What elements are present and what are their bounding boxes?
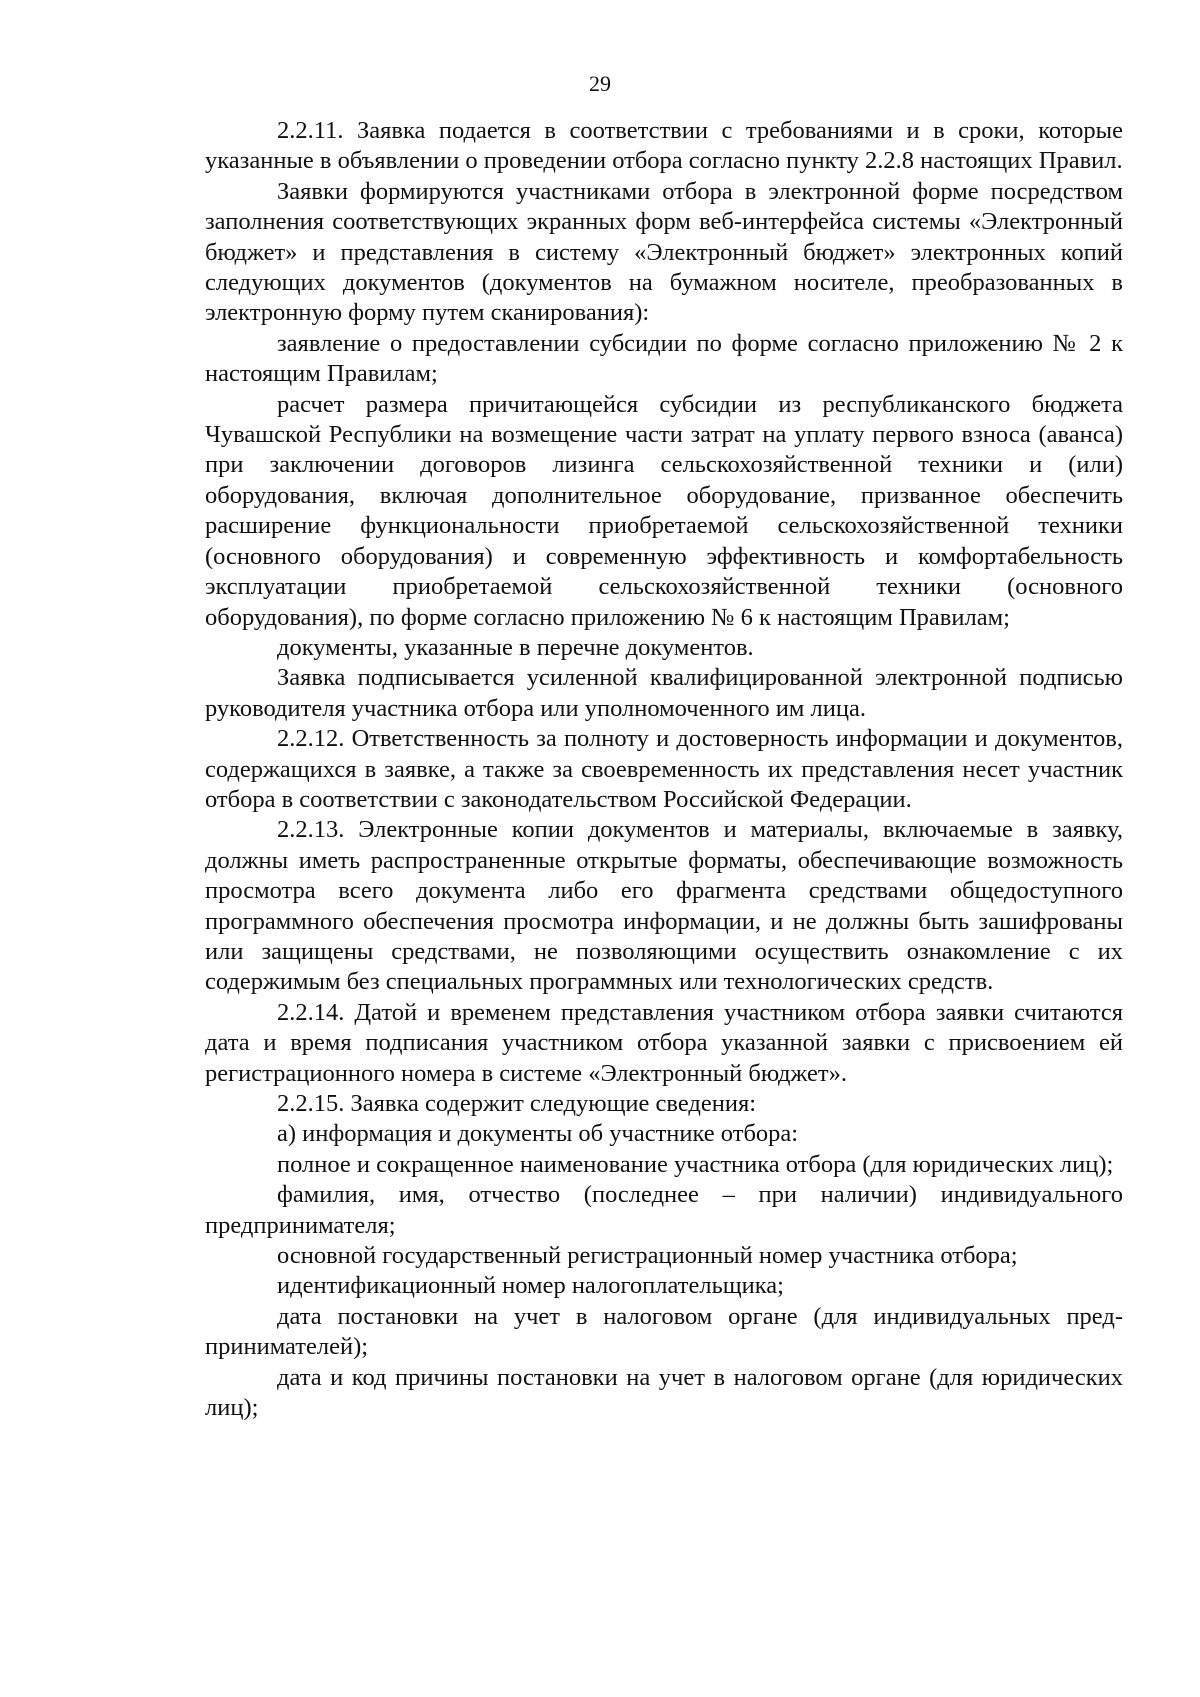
paragraph-2-2-15: 2.2.15. Заявка содержит следующие сведения: <box>277 1090 757 1117</box>
list-item-statement: заявление о предоставлении субсидии по форме согласно приложению № 2 к настоящим Правилам; <box>205 329 1123 388</box>
list-item-ogrn: основной государственный регистрационный номер участника отбора; <box>277 1242 1018 1270</box>
list-item-tax-registration-date: дата постановки на учет в налоговом органе (для индивидуальных предпринимателей); <box>205 1302 1123 1361</box>
list-item-subsidy-calculation: расчет размера причитающейся субсидии из республиканского бюджета Чувашской Республики на возмещение части затрат на уплату первого взноса (аванса) при заключении договоров лизинга сельскохозяйственной техники и (или) оборудования, включая дополнительное оборудование, призванное обеспечить расширение функциональности приобретаемой сельскохозяйственной техники (основного оборудования) и современную эффективность и комфортабельность эксплуатации приобретаемой сельскохозяйственной техники (основного оборудования), по форме согласно приложению № 6 к настоящим Правилам; <box>205 390 1123 631</box>
list-item-tax-registration-code: дата и код причины постановки на учет в налоговом органе (для юридических лиц); <box>205 1363 1123 1422</box>
document-body <box>205 116 1123 1423</box>
list-item-full-name: полное и сокращенное наименование участника отбора (для юридических лиц); <box>277 1150 1114 1178</box>
paragraph-signature: Заявка подписывается усиленной квалифицированной электронной подписью руководителя участника отбора или уполномоченного им лица. <box>205 664 1123 722</box>
list-item-documents: документы, указанные в перечне документов. <box>277 633 754 661</box>
paragraph-application-forming: Заявки формируются участниками отбора в электронной форме посредством заполнения соответствующих экранных форм веб-интерфейса системы «Электронный бюджет» и представления в систему «Электронный бюджет» электронных копий следующих документов (документов на бумажном носителе, преобразованных в электронную форму путем сканирования): <box>205 177 1123 327</box>
list-item-entrepreneur-name: фамилия, имя, отчество (последнее – при наличии) индивидуального предпринимателя; <box>205 1181 1123 1239</box>
paragraph-2-2-13: 2.2.13. Электронные копии документов и материалы, включаемые в заявку, должны иметь распространенные открытые форматы, обеспечивающие возможность просмотра всего документа либо его фрагмента средствами общедоступного программного обеспечения просмотра информации, и не должны быть зашифрованы или защищены средствами, не позволяющими осуществить ознакомление с их содержимым без специальных программных или технологических средств. <box>205 816 1123 996</box>
paragraph-2-2-14: 2.2.14. Датой и временем представления участником отбора заявки считаются дата и время подписания участником отбора указанной заявки с присвоением ей регистрационного номера в системе «Электронный бюджет». <box>205 998 1123 1087</box>
paragraph-2-2-12: 2.2.12. Ответственность за полноту и достоверность информации и документов, содержащихся в заявке, а также за своевременность их представления несет участник отбора в соответствии с законодательством Российской Федерации. <box>205 725 1123 813</box>
list-item-inn: идентификационный номер налогоплательщика; <box>277 1272 784 1300</box>
paragraph-2-2-11: 2.2.11. Заявка подается в соответствии с требованиями и в сроки, которые указанные в объявлении о проведении отбора согласно пункту 2.2.8 настоящих Правил. <box>205 117 1123 175</box>
page-number: 29 <box>589 71 611 96</box>
list-item-a: а) информация и документы об участнике отбора: <box>277 1120 799 1148</box>
